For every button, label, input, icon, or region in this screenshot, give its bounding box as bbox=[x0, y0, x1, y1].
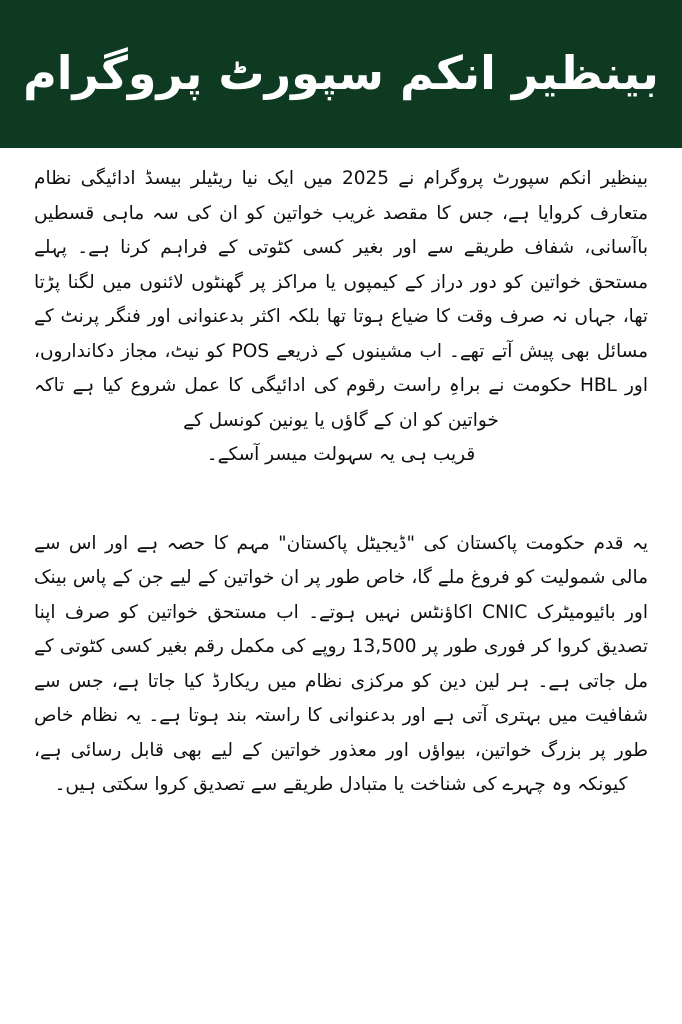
page-title: بینظیر انکم سپورٹ پروگرام bbox=[23, 46, 659, 101]
paragraph-digital-pakistan: یہ قدم حکومت پاکستان کی "ڈیجیٹل پاکستان" مہم کا حصہ ہے اور اس سے مالی شمولیت کو فروغ ملے گا، خاص طور پر ان خواتین کے لیے جن کے پاس بینک اور بائیومیٹرک CNIC اکاؤنٹس نہیں ہوتے۔ اب مستحق خواتین کو صرف اپنا تصدیق کروا کر فوری طور پر 13,500 روپے کی مکمل رقم بغیر کسی کٹوتی کے مل جاتی ہے۔ ہر لین دین کو مرکزی نظام میں ریکارڈ کیا جاتا ہے، جس سے شفافیت میں بہتری آتی ہے اور بدعنوانی کا راستہ بند ہوتا ہے۔ یہ نظام خاص طور پر بزرگ خواتین، بیواؤں اور معذور خواتین کے لیے بھی قابل رسائی ہے، کیونکہ وہ چہرے کی شناخت یا متبادل طریقے سے تصدیق کروا سکتی ہیں۔ bbox=[34, 532, 648, 795]
paragraph-intro-closing: قریب ہی یہ سہولت میسر آسکے۔ bbox=[206, 444, 476, 465]
paragraph-intro: بینظیر انکم سپورٹ پروگرام نے 2025 میں ایک نیا ریٹیلر بیسڈ ادائیگی نظام متعارف کروایا ہے، جس کا مقصد غریب خواتین کو ان کی سہ ماہی قسطیں باآسانی، شفاف طریقے سے اور بغیر کسی کٹوتی کے فراہم کرنا ہے۔ پہلے مستحق خواتین کو دور دراز کے کیمپوں یا مراکز پر گھنٹوں لائنوں میں لگنا پڑتا تھا، جہاں نہ صرف وقت کا ضیاع ہوتا تھا بلکہ اکثر بدعنوانی اور فنگر پرنٹ کے مسائل بھی پیش آتے تھے۔ اب مشینوں کے ذریعے POS کو نیٹ، مجاز دکانداروں، اور HBL حکومت نے براہِ راست رقوم کی ادائیگی کا عمل شروع کیا ہے تاکہ خواتین کو ان کے گاؤں یا یونین کونسل کے bbox=[34, 168, 648, 431]
title-banner bbox=[0, 0, 682, 148]
paragraph-spacer bbox=[34, 473, 648, 527]
article-body bbox=[34, 162, 648, 803]
